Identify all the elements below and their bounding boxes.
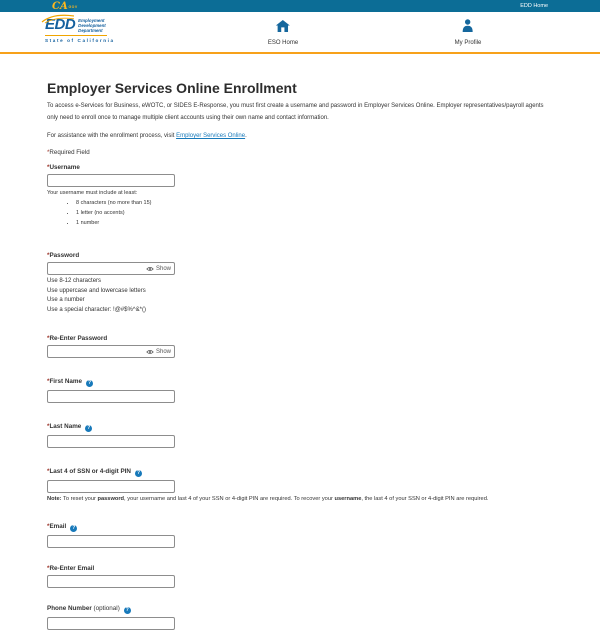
reenter-email-input[interactable] <box>47 575 175 588</box>
show-reenter-password-button[interactable]: Show <box>144 347 173 357</box>
edd-home-link[interactable]: EDD Home <box>520 3 548 9</box>
username-input[interactable] <box>47 174 175 187</box>
password-label: *Password <box>47 252 80 259</box>
eye-icon <box>146 266 154 272</box>
help-icon[interactable]: ? <box>87 425 91 431</box>
username-requirements-list <box>47 198 553 228</box>
required-marker: * <box>47 335 50 342</box>
ca-gov-logo-ca: CA <box>52 1 68 12</box>
edd-swoosh-icon <box>41 13 75 23</box>
required-field-note: *Required Field <box>47 149 90 156</box>
reenter-email-group <box>47 565 553 588</box>
last-name-group <box>47 423 553 448</box>
reenter-email-label: *Re-Enter Email <box>47 565 95 572</box>
password-group <box>47 252 553 315</box>
edd-department-name: Employment Development Department <box>78 18 106 33</box>
list-item: • 1 number <box>76 218 553 228</box>
edd-state-of-california: State of California <box>45 37 115 43</box>
phone-group <box>47 605 553 630</box>
phone-label: Phone Number (optional) ? <box>47 605 129 613</box>
first-name-label: *First Name ? <box>47 378 92 386</box>
help-icon[interactable]: ? <box>87 380 92 386</box>
required-marker: * <box>47 423 50 430</box>
email-label: *Email ? <box>47 523 76 531</box>
required-marker: * <box>47 164 50 171</box>
main-content <box>0 54 600 630</box>
page-title: Employer Services Online Enrollment <box>47 80 297 96</box>
ssn-pin-label: *Last 4 of SSN or 4-digit PIN ? <box>47 468 141 476</box>
employer-services-online-link[interactable]: Employer Services Online <box>176 133 246 139</box>
username-group <box>47 164 553 228</box>
assistance-line: For assistance with the enrollment process, visit Employer Services Online. <box>47 133 247 139</box>
email-input[interactable] <box>47 535 175 548</box>
username-label: *Username <box>47 164 80 171</box>
username-hint: Your username must include at least: <box>47 190 138 196</box>
home-icon <box>276 20 290 32</box>
first-name-group <box>47 378 553 403</box>
intro-paragraph: To access e-Services for Business, eWOTC, or SIDES E-Response, you must first create a username and password in Employer Services Online. Employer representatives/payroll agents only need to enroll once to manage multiple client accounts using their own name and contact information. <box>47 103 544 121</box>
required-marker: * <box>47 252 50 259</box>
list-item: • 8 characters (no more than 15) <box>76 198 553 208</box>
first-name-input[interactable] <box>47 390 175 403</box>
utility-bar <box>0 0 600 12</box>
required-marker: * <box>47 149 50 156</box>
edd-logo[interactable] <box>45 17 115 43</box>
last-name-input[interactable] <box>47 435 175 448</box>
eye-icon <box>146 349 154 355</box>
required-marker: * <box>47 468 50 475</box>
required-marker: * <box>47 523 50 530</box>
nav-eso-home-label: ESO Home <box>267 40 299 46</box>
list-item: • 1 letter (no accents) <box>76 208 553 218</box>
required-marker: * <box>47 565 50 572</box>
edd-acronym: EDD <box>45 16 76 33</box>
ca-gov-logo-gov: GOV <box>68 5 78 9</box>
ssn-pin-group <box>47 468 553 502</box>
header <box>0 12 600 52</box>
ssn-pin-input[interactable] <box>47 480 175 493</box>
required-marker: * <box>47 378 50 385</box>
show-password-button[interactable]: Show <box>144 264 173 274</box>
last-name-label: *Last Name ? <box>47 423 91 431</box>
help-icon[interactable]: ? <box>136 470 141 476</box>
ssn-pin-note: Note: To reset your password, your username and last 4 of your SSN or 4-digit PIN are required. To recover your username, the last 4 of your SSN or 4-digit PIN are required. <box>47 496 489 502</box>
person-icon <box>462 19 474 32</box>
nav-my-profile[interactable] <box>455 19 482 46</box>
help-icon[interactable]: ? <box>125 607 129 613</box>
phone-input[interactable] <box>47 617 175 630</box>
password-rules: Use 8-12 characters Use uppercase and lowercase letters Use a number Use a special character: !@#$%^&*() <box>47 278 146 313</box>
help-icon[interactable]: ? <box>72 525 76 531</box>
nav-my-profile-label: My Profile <box>454 40 482 46</box>
reenter-password-label: *Re-Enter Password <box>47 335 108 342</box>
nav-eso-home[interactable] <box>268 19 298 46</box>
edd-gold-underline <box>45 35 107 37</box>
email-group <box>47 523 553 548</box>
reenter-password-group <box>47 335 553 358</box>
